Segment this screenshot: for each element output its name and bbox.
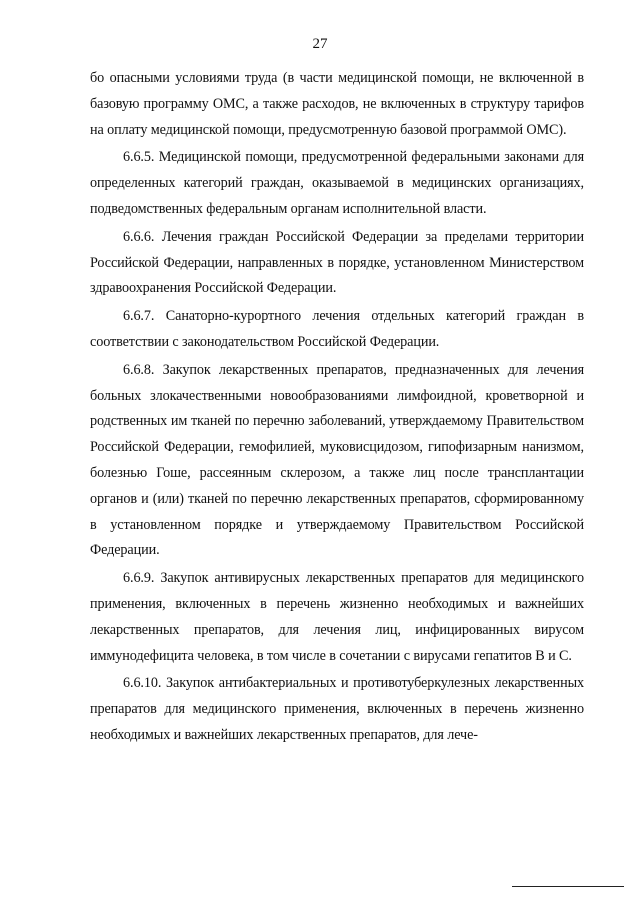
paragraph-6-6-9: 6.6.9. Закупок антивирусных лекарственных препаратов для медицинского применения, включенных в перечень жизненно необходимых и важнейших лекарственных препаратов, для лечения лиц, инфицированных вирусом иммунодефицита человека, в том числе в сочетании с вирусами гепатитов В и С. — [90, 570, 584, 664]
paragraph-6-6-10: 6.6.10. Закупок антибактериальных и противотуберкулезных лекарственных препаратов для медицинского применения, включенных в перечень жизненно необходимых и важнейших лекарственных препаратов, для лече- — [90, 675, 584, 743]
paragraph-6-6-5: 6.6.5. Медицинской помощи, предусмотренной федеральными законами для определенных категорий граждан, оказываемой в медицинских организациях, подведомственных федеральным органам исполнительной власти. — [90, 149, 584, 217]
page-number: 27 — [312, 36, 328, 52]
paragraph-6-6-7: 6.6.7. Санаторно-курортного лечения отдельных категорий граждан в соответствии с законодательством Российской Федерации. — [90, 308, 584, 350]
document-body — [90, 66, 584, 749]
paragraph-continuation: бо опасными условиями труда (в части медицинской помощи, не включенной в базовую программу ОМС, а также расходов, не включенных в структуру тарифов на оплату медицинской помощи, предусмотренную базовой программой ОМС). — [90, 70, 584, 138]
paragraph-6-6-8: 6.6.8. Закупок лекарственных препаратов, предназначенных для лечения больных злокачественными новообразованиями лимфоидной, кроветворной и родственных им тканей по перечню заболеваний, утверждаемому Правительством Российской Федерации, гемофилией, муковисцидозом, гипофизарным нанизмом, болезнью Гоше, рассеянным склерозом, а также лиц после трансплантации органов и (или) тканей по перечню лекарственных препаратов, сформированному в установленном порядке и утверждаемому Правительством Российской Федерации. — [90, 361, 584, 559]
footnote-divider — [512, 886, 624, 887]
paragraph-6-6-6: 6.6.6. Лечения граждан Российской Федерации за пределами территории Российской Федерации, направленных в порядке, установленном Министерством здравоохранения Российской Федерации. — [90, 228, 584, 297]
